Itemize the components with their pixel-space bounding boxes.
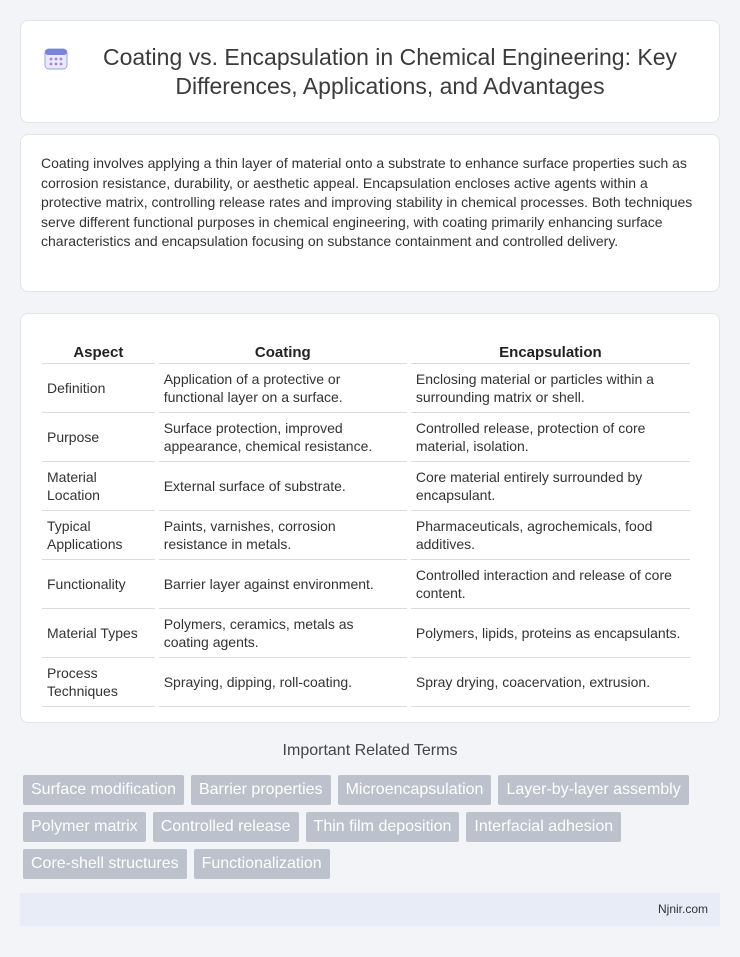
comparison-table <box>38 334 694 707</box>
cell-coating: Barrier layer against environment. <box>159 560 407 609</box>
related-term-tag[interactable]: Layer-by-layer assembly <box>498 775 688 805</box>
related-terms-list <box>23 775 713 879</box>
related-term-tag[interactable]: Functionalization <box>194 849 330 879</box>
cell-coating: Spraying, dipping, roll-coating. <box>159 658 407 707</box>
cell-aspect: Purpose <box>42 413 155 462</box>
related-term-tag[interactable]: Barrier properties <box>191 775 331 805</box>
footer-brand[interactable]: Njnir.com <box>657 902 708 916</box>
calendar-icon <box>43 45 69 71</box>
cell-aspect: Functionality <box>42 560 155 609</box>
cell-aspect: Material Location <box>42 462 155 511</box>
footer <box>20 893 720 926</box>
table-row <box>42 511 690 560</box>
cell-coating: Surface protection, improved appearance, chemical resistance. <box>159 413 407 462</box>
intro-card <box>20 134 720 292</box>
cell-encapsulation: Controlled interaction and release of core content. <box>411 560 690 609</box>
cell-coating: Application of a protective or functional layer on a surface. <box>159 364 407 413</box>
related-term-tag[interactable]: Controlled release <box>153 812 299 842</box>
header-aspect: Aspect <box>42 334 155 364</box>
cell-aspect: Definition <box>42 364 155 413</box>
related-term-tag[interactable]: Microencapsulation <box>338 775 492 805</box>
header-encapsulation: Encapsulation <box>411 334 690 364</box>
cell-encapsulation: Core material entirely surrounded by encapsulant. <box>411 462 690 511</box>
cell-encapsulation: Pharmaceuticals, agrochemicals, food additives. <box>411 511 690 560</box>
cell-coating: Paints, varnishes, corrosion resistance in metals. <box>159 511 407 560</box>
related-term-tag[interactable]: Thin film deposition <box>306 812 460 842</box>
cell-coating: External surface of substrate. <box>159 462 407 511</box>
cell-aspect: Process Techniques <box>42 658 155 707</box>
table-row <box>42 609 690 658</box>
table-header-row <box>42 334 690 364</box>
page-title: Coating vs. Encapsulation in Chemical Engineering: Key Differences, Applications, and Advantages <box>102 43 678 99</box>
table-row <box>42 658 690 707</box>
cell-encapsulation: Controlled release, protection of core material, isolation. <box>411 413 690 462</box>
cell-coating: Polymers, ceramics, metals as coating agents. <box>159 609 407 658</box>
cell-aspect: Material Types <box>42 609 155 658</box>
table-row <box>42 560 690 609</box>
cell-encapsulation: Enclosing material or particles within a surrounding matrix or shell. <box>411 364 690 413</box>
title-card <box>20 20 720 123</box>
table-row <box>42 364 690 413</box>
related-terms-title: Important Related Terms <box>282 742 458 759</box>
cell-aspect: Typical Applications <box>42 511 155 560</box>
related-term-tag[interactable]: Surface modification <box>23 775 184 805</box>
table-row <box>42 413 690 462</box>
comparison-table-card <box>20 313 720 723</box>
related-term-tag[interactable]: Core-shell structures <box>23 849 187 879</box>
related-term-tag[interactable]: Interfacial adhesion <box>466 812 621 842</box>
intro-paragraph: Coating involves applying a thin layer of material onto a substrate to enhance surface properties such as corrosion resistance, durability, or aesthetic appeal. Encapsulation encloses active agents within a protective matrix, controlling release rates and improving stability in chemical processes. Both techniques serve different functional purposes in chemical engineering, with coating primarily enhancing surface characteristics and encapsulation focusing on substance containment and controlled delivery. <box>41 155 693 250</box>
table-row <box>42 462 690 511</box>
related-term-tag[interactable]: Polymer matrix <box>23 812 146 842</box>
cell-encapsulation: Spray drying, coacervation, extrusion. <box>411 658 690 707</box>
header-coating: Coating <box>159 334 407 364</box>
cell-encapsulation: Polymers, lipids, proteins as encapsulants. <box>411 609 690 658</box>
